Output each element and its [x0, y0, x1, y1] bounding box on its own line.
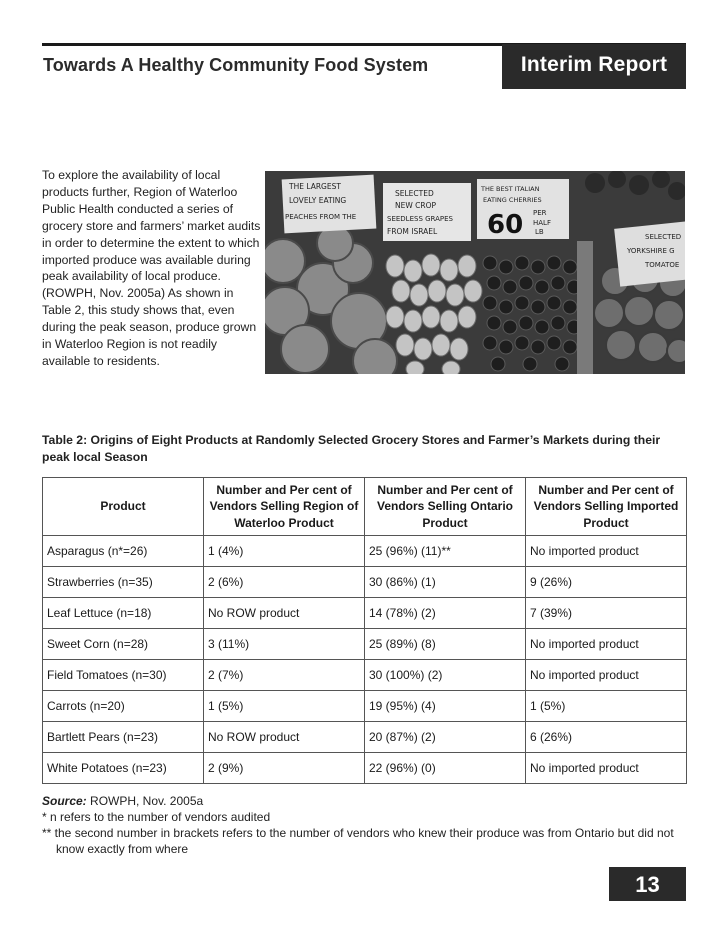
- cell-ontario: 25 (89%) (8): [365, 629, 526, 660]
- cell-imported: 9 (26%): [526, 567, 687, 598]
- table-row: [43, 753, 687, 784]
- cell-region: 2 (7%): [204, 660, 365, 691]
- sign-peaches-line1: THE LARGEST: [289, 182, 341, 191]
- cell-product: Strawberries (n=35): [43, 567, 204, 598]
- header-region-of-waterloo: Number and Per cent of Vendors Selling Region of Waterloo Product: [204, 478, 365, 536]
- cell-ontario: 14 (78%) (2): [365, 598, 526, 629]
- cell-product: Field Tomatoes (n=30): [43, 660, 204, 691]
- cell-ontario: 30 (86%) (1): [365, 567, 526, 598]
- sign-cherries-half: HALF: [533, 219, 551, 227]
- table-row: [43, 598, 687, 629]
- cell-region: 1 (4%): [204, 536, 365, 567]
- sign-cherries-price: 60: [487, 210, 524, 240]
- cell-imported: No imported product: [526, 536, 687, 567]
- sign-cherries-lb: LB: [535, 228, 544, 236]
- header-product: Product: [43, 478, 204, 536]
- cell-product: Sweet Corn (n=28): [43, 629, 204, 660]
- cell-imported: No imported product: [526, 753, 687, 784]
- produce-photo-graphic: [265, 171, 685, 374]
- sign-cherries-line1: THE BEST ITALIAN: [481, 185, 540, 193]
- cell-region: 3 (11%): [204, 629, 365, 660]
- cell-region: 2 (6%): [204, 567, 365, 598]
- cell-ontario: 22 (96%) (0): [365, 753, 526, 784]
- cell-ontario: 30 (100%) (2): [365, 660, 526, 691]
- sign-peaches-line2: LOVELY EATING: [289, 196, 347, 205]
- page-number-box: [609, 867, 686, 901]
- sign-cherries-per: PER: [533, 209, 547, 217]
- cell-product: Carrots (n=20): [43, 691, 204, 722]
- table-header-row: [43, 478, 687, 536]
- cell-product: Leaf Lettuce (n=18): [43, 598, 204, 629]
- footnote-second-number-cont: know exactly from where: [56, 842, 189, 856]
- sign-grapes-line3: SEEDLESS GRAPES: [387, 215, 453, 223]
- cell-product: White Potatoes (n=23): [43, 753, 204, 784]
- cell-product: Asparagus (n*=26): [43, 536, 204, 567]
- cell-region: 2 (9%): [204, 753, 365, 784]
- table-row: [43, 629, 687, 660]
- sign-grapes-line4: FROM ISRAEL: [387, 227, 438, 236]
- origins-table: [42, 477, 687, 784]
- header-imported: Number and Per cent of Vendors Selling Imported Product: [526, 478, 687, 536]
- price-sign-cherries: [477, 179, 569, 240]
- document-title: Towards A Healthy Community Food System: [43, 55, 429, 75]
- price-sign-tomatoes: [614, 221, 685, 286]
- report-label: Interim Report: [520, 53, 668, 76]
- sign-cherries-line2: EATING CHERRIES: [483, 196, 542, 204]
- cell-region: 1 (5%): [204, 691, 365, 722]
- table-notes: [42, 793, 686, 857]
- price-sign-peaches: [282, 175, 377, 234]
- cell-ontario: 19 (95%) (4): [365, 691, 526, 722]
- cell-region: No ROW product: [204, 722, 365, 753]
- sign-tomatoes-line1: SELECTED: [645, 233, 682, 241]
- cell-imported: 7 (39%): [526, 598, 687, 629]
- table-row: [43, 536, 687, 567]
- table-row: [43, 660, 687, 691]
- produce-photo: [265, 171, 685, 374]
- cell-imported: 6 (26%): [526, 722, 687, 753]
- price-sign-grapes: [383, 183, 471, 241]
- source-label: Source:: [42, 794, 87, 808]
- sign-tomatoes-line3: TOMATOE: [645, 261, 680, 269]
- source-text: ROWPH, Nov. 2005a: [86, 794, 204, 808]
- sign-peaches-line3: PEACHES FROM THE: [285, 213, 357, 221]
- page-number: 13: [635, 872, 660, 897]
- cell-ontario: 25 (96%) (11)**: [365, 536, 526, 567]
- table-caption: Table 2: Origins of Eight Products at Randomly Selected Grocery Stores and Farmer’s Markets during their peak local Season: [42, 433, 661, 464]
- sign-tomatoes-line2: YORKSHIRE G: [627, 247, 675, 255]
- footnote-second-number: ** the second number in brackets refers to the number of vendors who knew their produce was from Ontario but did not: [42, 826, 674, 840]
- cell-region: No ROW product: [204, 598, 365, 629]
- footnote-vendors-audited: * n refers to the number of vendors audited: [42, 810, 271, 824]
- intro-paragraph: To explore the availability of local products further, Region of Waterloo Public Health conducted a series of grocery store and farmers’ market audits in order to determine the extent to which imported produce was available during peak availability of local produce. (ROWPH, Nov. 2005a) As shown in Table 2, this study shows that, even during the peak season, produce grown in Waterloo Region is not readily available to residents.: [42, 168, 261, 368]
- table-row: [43, 567, 687, 598]
- header-ontario: Number and Per cent of Vendors Selling Ontario Product: [365, 478, 526, 536]
- cell-ontario: 20 (87%) (2): [365, 722, 526, 753]
- sign-grapes-line1: SELECTED: [395, 189, 434, 198]
- source-line: [42, 793, 686, 809]
- sign-grapes-line2: NEW CROP: [395, 201, 437, 210]
- cell-imported: 1 (5%): [526, 691, 687, 722]
- cell-product: Bartlett Pears (n=23): [43, 722, 204, 753]
- cell-imported: No imported product: [526, 629, 687, 660]
- table-row: [43, 691, 687, 722]
- cell-imported: No imported product: [526, 660, 687, 691]
- report-label-box: [502, 44, 686, 89]
- table-row: [43, 722, 687, 753]
